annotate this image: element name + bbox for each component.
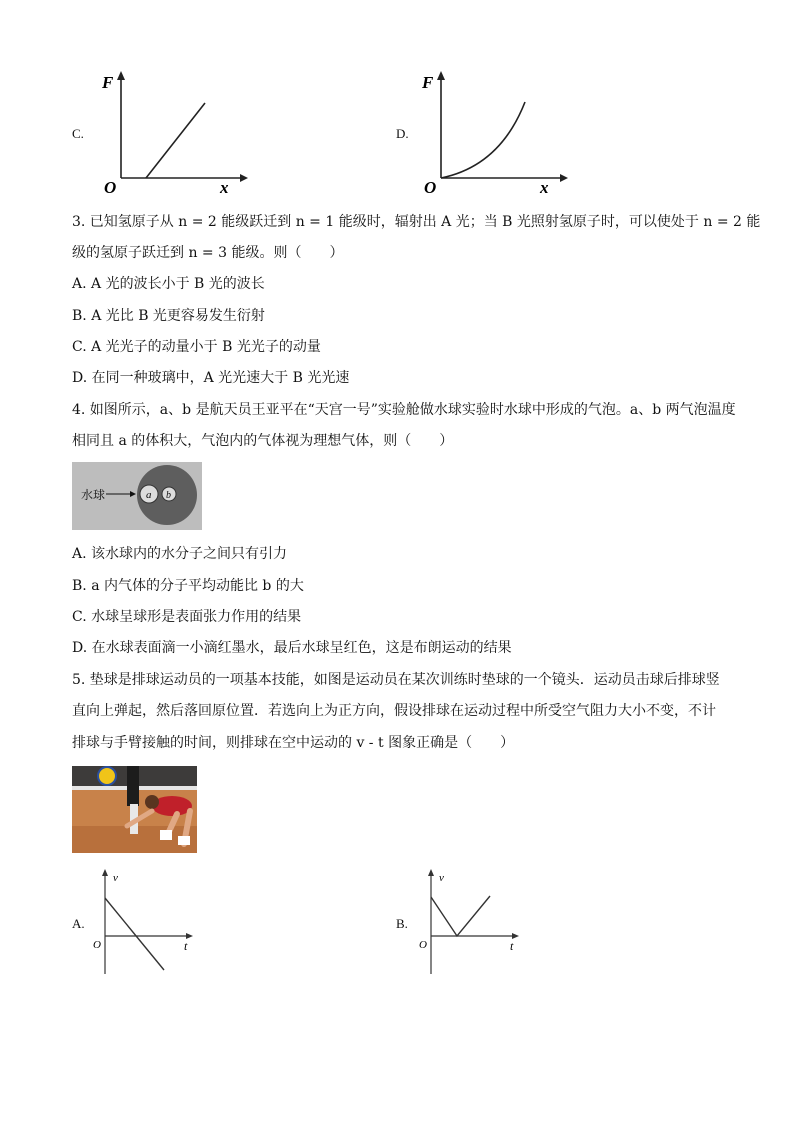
bubble-a-label: a	[146, 489, 152, 501]
force-line	[146, 103, 205, 178]
q4-stem-line2: 相同且 a 的体积大，气泡内的气体视为理想气体，则（ ）	[72, 433, 454, 449]
q4-option-a: A. 该水球内的水分子之间只有引力	[72, 546, 288, 562]
q3-stem-line1: 3. 已知氢原子从 n = 2 能级跃迁到 n = 1 能级时，辐射出 A 光；当 B 光照射氢原子时，可以使处于 n = 2 能	[72, 214, 761, 230]
x-axis-arrow	[560, 174, 568, 182]
q5-stem-line1: 5. 垫球是排球运动员的一项基本技能，如图是运动员在某次训练时垫球的一个镜头．运动员击球后排球竖	[72, 672, 720, 688]
vt-line	[105, 898, 164, 970]
v-axis-arrow	[428, 869, 434, 876]
v-axis-label: v	[113, 872, 118, 884]
volleyball-photo	[72, 766, 197, 853]
graph-c	[100, 66, 250, 198]
force-curve	[441, 102, 525, 178]
q3-option-b: B. A 光比 B 光更容易发生衍射	[72, 308, 265, 324]
origin-label: O	[424, 178, 437, 197]
q3-option-a: A. A 光的波长小于 B 光的波长	[72, 276, 265, 292]
q5-option-a-label: A.	[72, 916, 85, 931]
vt-graph-b	[416, 866, 526, 978]
y-axis-arrow	[117, 71, 125, 80]
x-axis-arrow	[240, 174, 248, 182]
x-axis-label: x	[540, 178, 549, 197]
origin-label: O	[93, 939, 101, 951]
q4-option-d: D. 在水球表面滴一小滴红墨水，最后水球呈红色，这是布朗运动的结果	[72, 640, 512, 656]
t-axis-label: t	[184, 939, 188, 953]
graph-d	[420, 66, 570, 198]
t-axis-label: t	[510, 939, 514, 953]
vt-line	[431, 896, 490, 936]
q3-option-c: C. A 光光子的动量小于 B 光光子的动量	[72, 339, 321, 355]
option-c-label: C.	[72, 126, 84, 141]
pointer-arrow	[130, 491, 136, 497]
y-axis-label: F	[102, 73, 114, 92]
v-axis-label: v	[439, 872, 444, 884]
q4-option-b: B. a 内气体的分子平均动能比 b 的大	[72, 578, 304, 594]
q3-stem-line2: 级的氢原子跃迁到 n = 3 能级。则（ ）	[72, 245, 344, 261]
water-ball-label: 水球	[81, 488, 106, 502]
q4-option-c: C. 水球呈球形是表面张力作用的结果	[72, 609, 302, 625]
q5-stem-line3: 排球与手臂接触的时间，则排球在空中运动的 v - t 图象正确是（ ）	[72, 735, 515, 751]
bubble-b-label: b	[166, 490, 171, 501]
q5-stem-line2: 直向上弹起，然后落回原位置．若选向上为正方向，假设排球在运动过程中所受空气阻力大小不变，不计	[72, 703, 716, 719]
x-axis-label: x	[220, 178, 229, 197]
water-ball-figure	[72, 462, 202, 530]
origin-label: O	[419, 939, 427, 951]
vt-graph-a	[90, 866, 200, 978]
q4-stem-line1: 4. 如图所示，a、b 是航天员王亚平在“天宫一号”实验舱做水球实验时水球中形成的气泡。a、b 两气泡温度	[72, 402, 736, 418]
origin-label: O	[104, 178, 117, 197]
y-axis-arrow	[437, 71, 445, 80]
q5-option-b-label: B.	[396, 916, 408, 931]
y-axis-label: F	[422, 73, 434, 92]
v-axis-arrow	[102, 869, 108, 876]
q3-option-d: D. 在同一种玻璃中，A 光光速大于 B 光光速	[72, 370, 350, 386]
water-ball-diagram	[72, 462, 202, 530]
option-d-label: D.	[396, 126, 409, 141]
volleyball-photo-drawing	[72, 766, 197, 853]
